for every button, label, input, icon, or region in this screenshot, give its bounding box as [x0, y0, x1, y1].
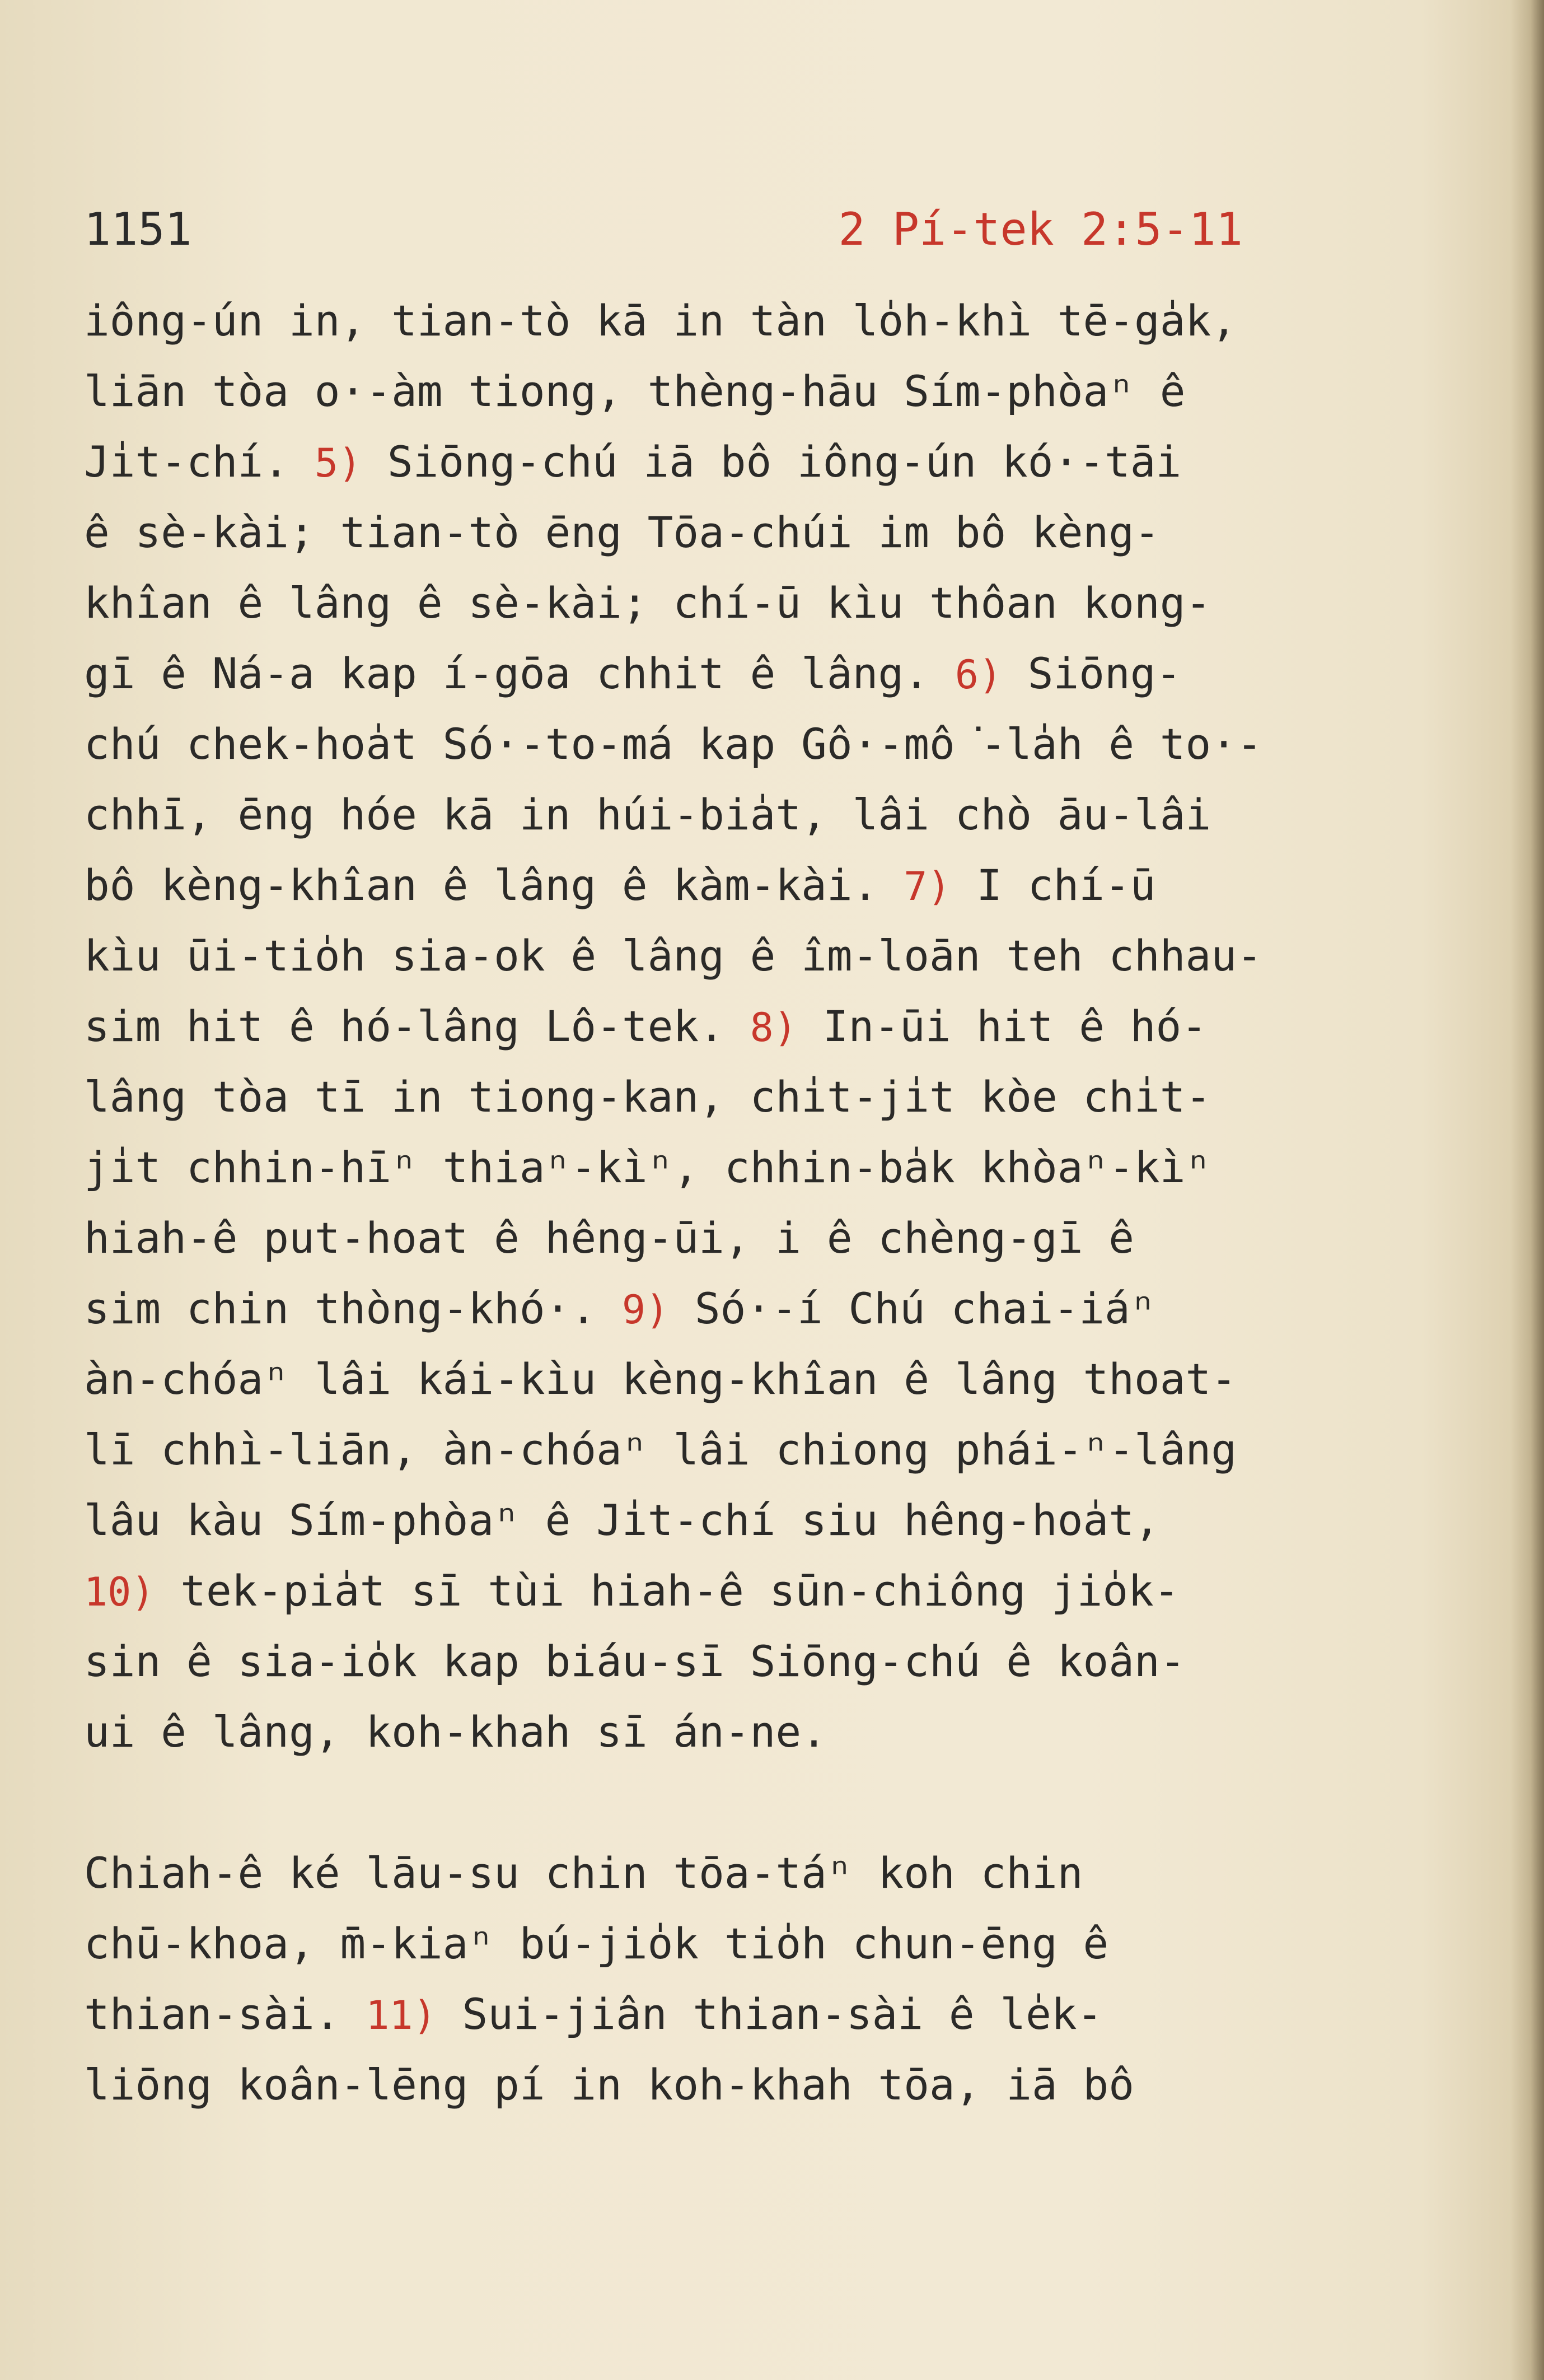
text-line	[84, 1344, 1388, 1415]
text-line	[84, 1979, 1388, 2050]
text-run: iông-ún in, tian-tò kā in tàn lo̍h-khì tē-ga̍k,	[84, 296, 1237, 346]
text-run: lī chhì-liān, àn-chóaⁿ lâi chiong phái-ⁿ-lâng	[84, 1425, 1237, 1474]
text-line	[84, 1132, 1388, 1203]
text-run: Chiah-ê ké lāu-su chin tōa-táⁿ koh chin	[84, 1848, 1083, 1898]
text-line	[84, 1273, 1388, 1344]
text-line	[84, 286, 1388, 356]
text-run: ui ê lâng, koh-khah sī án-ne.	[84, 1707, 827, 1757]
text-line	[84, 1908, 1388, 1979]
text-line	[84, 850, 1388, 921]
text-run: khîan ê lâng ê sè-kài; chí-ū kìu thôan kong-	[84, 578, 1211, 628]
text-run: chú chek-hoa̍t Só·-to-má kap Gô·-mô͘-la̍h ê to·-	[84, 719, 1262, 769]
verse-number: 8)	[750, 1005, 797, 1051]
text-run: hiah-ê put-hoat ê hêng-ūi, i ê chèng-gī ê	[84, 1213, 1134, 1263]
text-run: ji̍t chhin-hīⁿ thiaⁿ-kìⁿ, chhin-ba̍k khòaⁿ-kìⁿ	[84, 1142, 1211, 1192]
text-line	[84, 921, 1388, 991]
text-run: liōng koân-lēng pí in koh-khah tōa, iā bô	[84, 2060, 1134, 2110]
verse-number: 10)	[84, 1569, 155, 1615]
text-line	[84, 497, 1388, 568]
text-line	[84, 709, 1388, 780]
text-run: Siōng-	[1002, 648, 1182, 698]
text-run: I chí-ū	[951, 860, 1156, 910]
text-line	[84, 568, 1388, 638]
page-edge-shadow	[1510, 0, 1544, 2380]
verse-number: 9)	[621, 1287, 670, 1333]
text-line	[84, 1415, 1388, 1485]
text-run: thian-sài.	[84, 1989, 366, 2039]
text-run: chū-khoa, m̄-kiaⁿ bú-jio̍k tio̍h chun-ēng ê	[84, 1919, 1109, 1968]
paragraph-break	[84, 1767, 1388, 1838]
running-head	[84, 196, 1243, 263]
text-run: ê sè-kài; tian-tò ēng Tōa-chúi im bô kèng-	[84, 507, 1160, 557]
text-run: tek-pia̍t sī tùi hiah-ê sūn-chiông jio̍k-	[155, 1566, 1180, 1616]
text-run: gī ê Ná-a kap í-gōa chhit ê lâng.	[84, 648, 955, 698]
text-line	[84, 1697, 1388, 1767]
text-run: àn-chóaⁿ lâi kái-kìu kèng-khîan ê lâng thoat-	[84, 1354, 1237, 1404]
text-run: kìu ūi-tio̍h sia-ok ê lâng ê îm-loān teh chhau-	[84, 931, 1262, 981]
text-line	[84, 780, 1388, 850]
text-run: chhī, ēng hóe kā in húi-bia̍t, lâi chò āu-lâi	[84, 790, 1211, 839]
text-run: lâng tòa tī in tiong-kan, chi̍t-ji̍t kòe chi̍t-	[84, 1072, 1211, 1122]
verse-number: 11)	[366, 1992, 437, 2038]
scripture-text	[84, 286, 1388, 2120]
verse-number: 7)	[904, 864, 951, 909]
verse-number: 6)	[955, 652, 1002, 698]
text-run: liān tòa o·-àm tiong, thèng-hāu Sím-phòaⁿ ê	[84, 366, 1186, 416]
text-run: bô kèng-khîan ê lâng ê kàm-kài.	[84, 860, 904, 910]
text-run: sim hit ê hó-lâng Lô-tek.	[84, 1001, 750, 1051]
text-run: sin ê sia-io̍k kap biáu-sī Siōng-chú ê koân-	[84, 1636, 1186, 1686]
text-line	[84, 1556, 1388, 1626]
text-line	[84, 1203, 1388, 1273]
text-line	[84, 427, 1388, 497]
text-run: Siōng-chú iā bô iông-ún kó·-tāi	[362, 437, 1182, 487]
text-line	[84, 356, 1388, 427]
text-line	[84, 1626, 1388, 1697]
text-run: sim chin thòng-khó·.	[84, 1284, 622, 1333]
text-run: Sui-jiân thian-sài ê le̍k-	[436, 1989, 1103, 2039]
verse-number: 5)	[314, 440, 362, 486]
text-line	[84, 1062, 1388, 1132]
text-line	[84, 1838, 1388, 1908]
text-line	[84, 2050, 1388, 2120]
text-run: lâu kàu Sím-phòaⁿ ê Ji̍t-chí siu hêng-hoa̍t,	[84, 1495, 1160, 1545]
text-line	[84, 991, 1388, 1062]
text-line	[84, 638, 1388, 709]
text-line	[84, 1485, 1388, 1556]
text-run: Ji̍t-chí.	[84, 437, 315, 487]
text-run: In-ūi hit ê hó-	[797, 1001, 1208, 1051]
page-number: 1151	[84, 203, 192, 255]
text-run: Só·-í Chú chai-iáⁿ	[669, 1284, 1156, 1333]
chapter-reference: 2 Pí-tek 2:5-11	[838, 203, 1243, 255]
